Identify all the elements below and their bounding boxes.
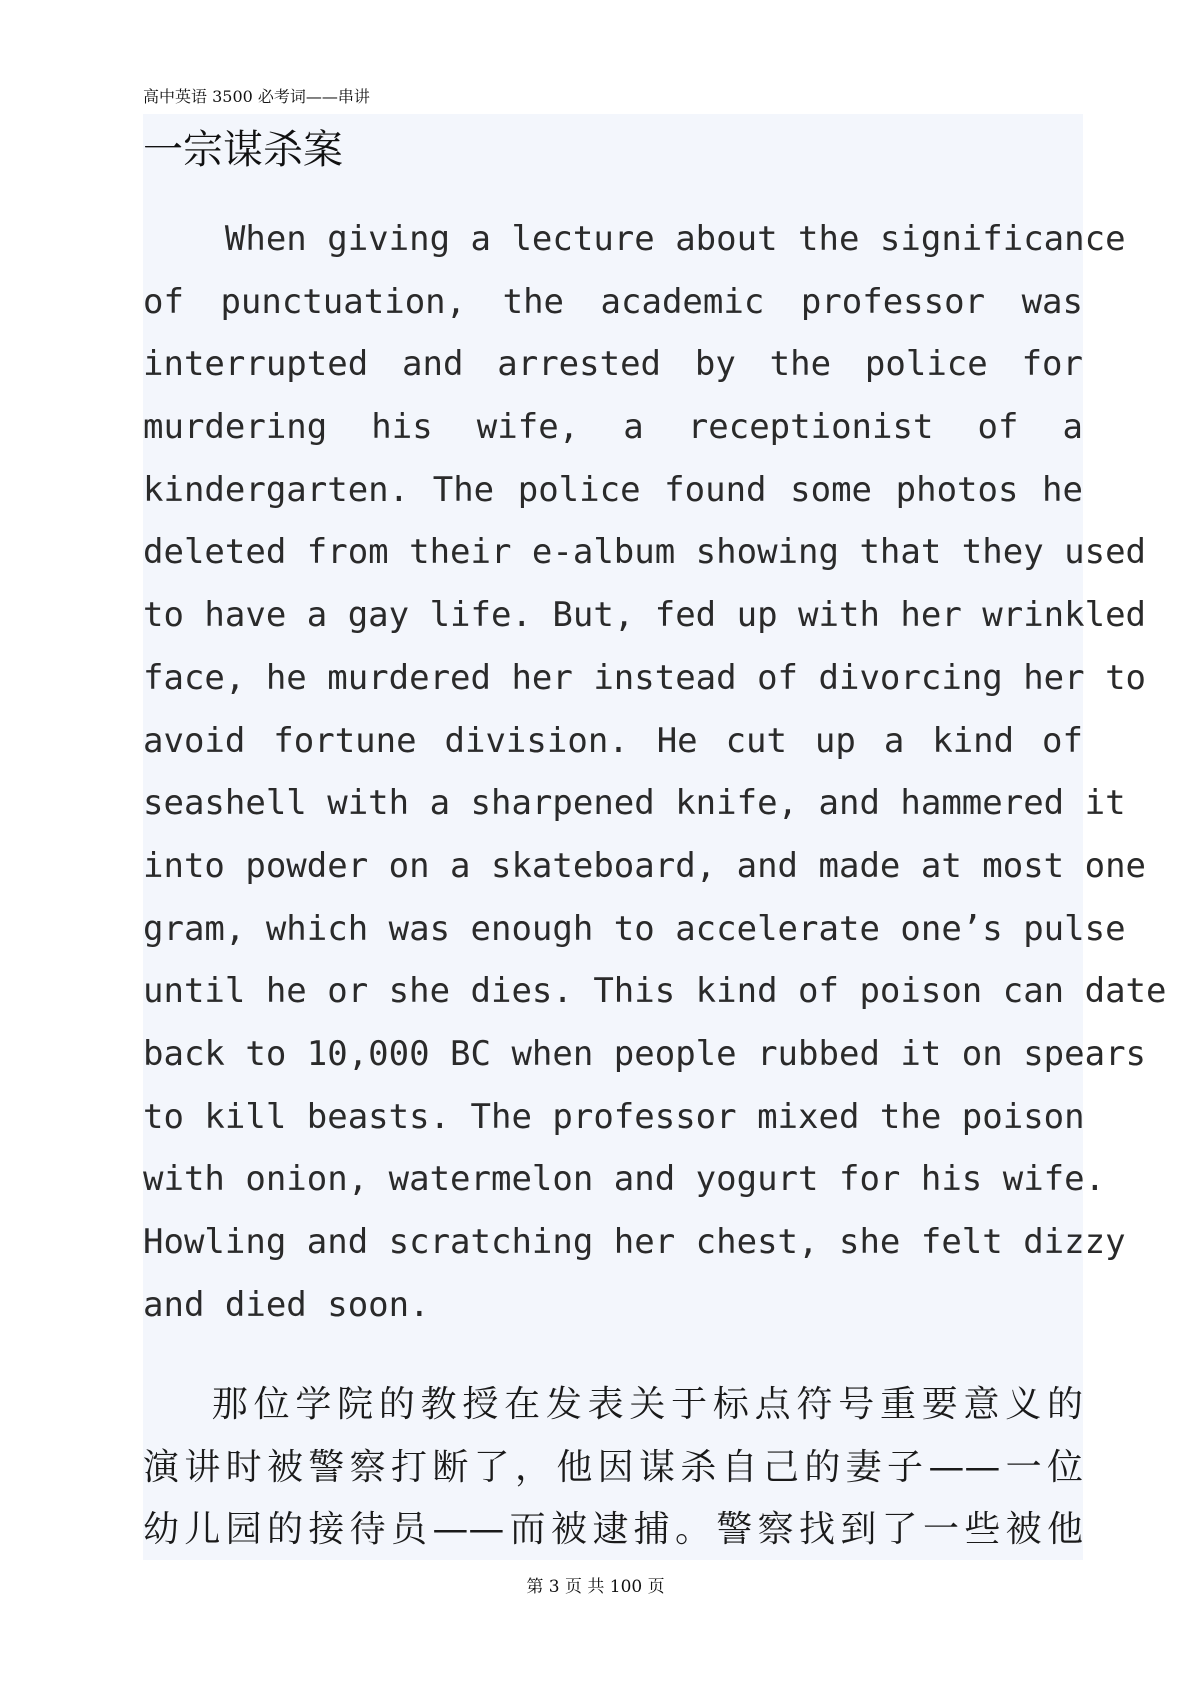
chinese-line: 幼儿园的接待员——而被逮捕。警察找到了一些被他	[143, 1509, 1083, 1550]
english-line: face, he murdered her instead of divorcing her to	[143, 657, 1147, 698]
english-line: with onion, watermelon and yogurt for his wife.	[143, 1159, 1106, 1200]
page-number: 第 3 页 共 100 页	[526, 1577, 665, 1597]
english-line: gram, which was enough to accelerate one’s pulse	[143, 908, 1126, 949]
english-line: Howling and scratching her chest, she felt dizzy	[143, 1222, 1126, 1262]
english-line: kindergarten. The police found some photos he	[143, 469, 1083, 510]
english-line: seashell with a sharpened knife, and hammered it	[143, 783, 1126, 824]
chinese-line: 那位学院的教授在发表关于标点符号重要意义的	[143, 1384, 1083, 1425]
english-line: to have a gay life. But, fed up with her wrinkled	[143, 595, 1147, 636]
english-passage	[143, 208, 1167, 1336]
english-line: deleted from their e-album showing that they used	[143, 532, 1147, 573]
chinese-line: 演讲时被警察打断了，他因谋杀自己的妻子——一位	[143, 1446, 1083, 1488]
english-line: to kill beasts. The professor mixed the poison	[143, 1096, 1085, 1137]
english-line: and died soon.	[143, 1284, 430, 1325]
english-line: When giving a lecture about the significance	[143, 219, 1126, 259]
page-header: 高中英语 3500 必考词——串讲	[143, 87, 370, 106]
article-title: 一宗谋杀案	[143, 127, 343, 173]
english-line: avoid fortune division. He cut up a kind of	[143, 720, 1083, 761]
english-line: interrupted and arrested by the police for	[143, 344, 1083, 385]
english-line: until he or she dies. This kind of poison can date	[143, 971, 1167, 1012]
article-body	[143, 114, 1167, 1560]
english-line: of punctuation, the academic professor was	[143, 281, 1083, 322]
english-line: back to 10,000 BC when people rubbed it on spears	[143, 1033, 1147, 1074]
english-line: into powder on a skateboard, and made at most one	[143, 845, 1147, 886]
english-line: murdering his wife, a receptionist of a	[143, 407, 1083, 448]
chinese-passage	[143, 1374, 1083, 1562]
